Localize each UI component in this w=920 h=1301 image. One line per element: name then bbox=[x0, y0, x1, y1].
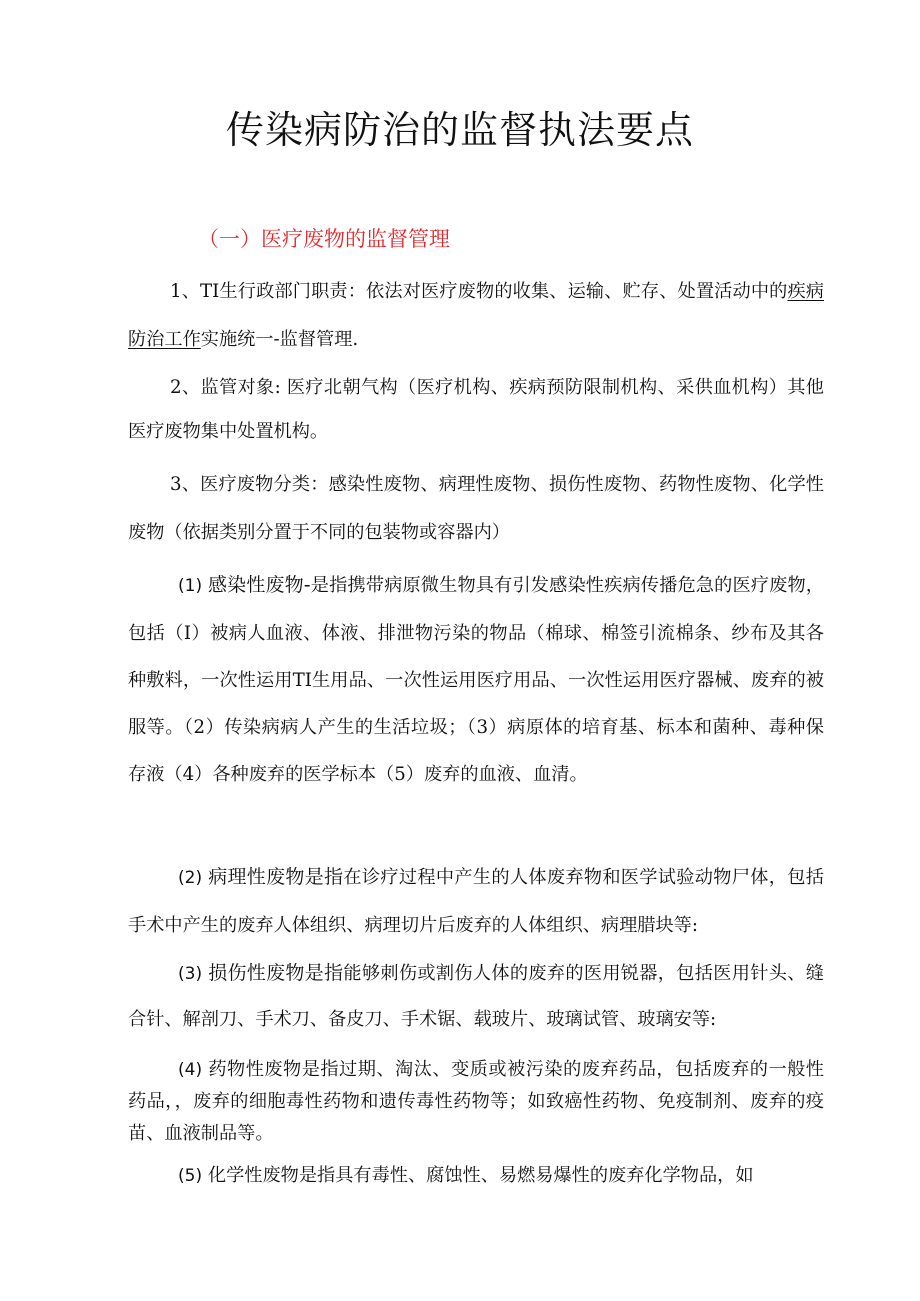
p6-term: 损伤性废物是指 bbox=[208, 962, 344, 984]
p1-lead: 1、TI生行政部门职责：依法对医疗废物的收集、运输、贮存、处置活动中的 bbox=[170, 281, 788, 302]
p6-body: 能够刺伤或割伤人体的废弃的医用锐器，包括医用针头、缝合针、解剖刀、手术刀、备皮刀、手术锯、载玻片、玻璃试管、玻璃安等: bbox=[128, 963, 824, 1030]
p5-number: (2) bbox=[178, 868, 203, 888]
paragraph-infectious-waste bbox=[128, 562, 824, 798]
p4-body: 是指携带病原微生物具有引发感染性疾病传播危急的医疗废物，包括（I）被病人血液、体液、排泄物污染的物品（棉球、棉签引流棉条、纱布及其各种敷料，一次性运用TI生用品、一次性运用医疗用品、一次性运用医疗器械、废弃的被服等。（2）传染病病人产生的生活垃圾；（3）病原体的培育基、标本和菌种、毒种保存液（4）各种废弃的医学标本（5）废弃的血液、血清。 bbox=[128, 575, 824, 785]
paragraph-pharmaceutical-waste bbox=[128, 1054, 824, 1150]
p3-text: 3、医疗废物分类：感染性废物、病理性废物、损伤性废物、药物性废物、化学性废物（依据类别分置于不同的包装物或容器内） bbox=[128, 474, 824, 543]
paragraph-responsibilities bbox=[128, 268, 824, 364]
paragraph-chemical-waste bbox=[128, 1152, 824, 1200]
document-title: 传染病防治的监督执法要点 bbox=[225, 108, 694, 152]
p4-term: 感染性废物- bbox=[208, 574, 311, 596]
section-heading: （一）医疗废物的监督管理 bbox=[198, 227, 450, 251]
p5-body: 在诊疗过程中产生的人体废弃物和医学试验动物尸体，包括手术中产生的废弃人体组织、病理切片后废弃的人体组织、病理腊块等: bbox=[128, 867, 824, 936]
paragraph-sharps-waste bbox=[128, 950, 824, 1043]
p4-number: (1) bbox=[178, 576, 203, 596]
p6-number: (3) bbox=[178, 964, 203, 984]
p1-tail: 实施统一-监督管理. bbox=[200, 329, 359, 350]
paragraph-pathological-waste bbox=[128, 853, 824, 950]
p8-body: 化学性废物是指具有毒性、腐蚀性、易燃易爆性的废弃化学物品，如 bbox=[207, 1165, 754, 1186]
p7-number: (4) bbox=[178, 1060, 203, 1080]
paragraph-supervised-objects bbox=[128, 366, 824, 454]
p2-text: 2、监管对象: 医疗北朝气构（医疗机构、疾病预防限制机构、采供血机构）其他医疗废物集中处置机构。 bbox=[128, 377, 824, 442]
p1-underlined-link-text: 疾病防治工作 bbox=[128, 281, 824, 350]
p7-body: 药物性废物是指过期、淘汰、变质或被污染的废弃药品，包括废弃的一般性药品，，废弃的细胞毒性药物和遗传毒性药物等；如致癌性药物、免疫制剂、废弃的疫苗、血液制品等。 bbox=[128, 1059, 824, 1144]
p5-term: 病理性废物是指 bbox=[208, 866, 344, 888]
p8-number: (5) bbox=[178, 1166, 203, 1186]
paragraph-waste-classification bbox=[128, 461, 824, 557]
